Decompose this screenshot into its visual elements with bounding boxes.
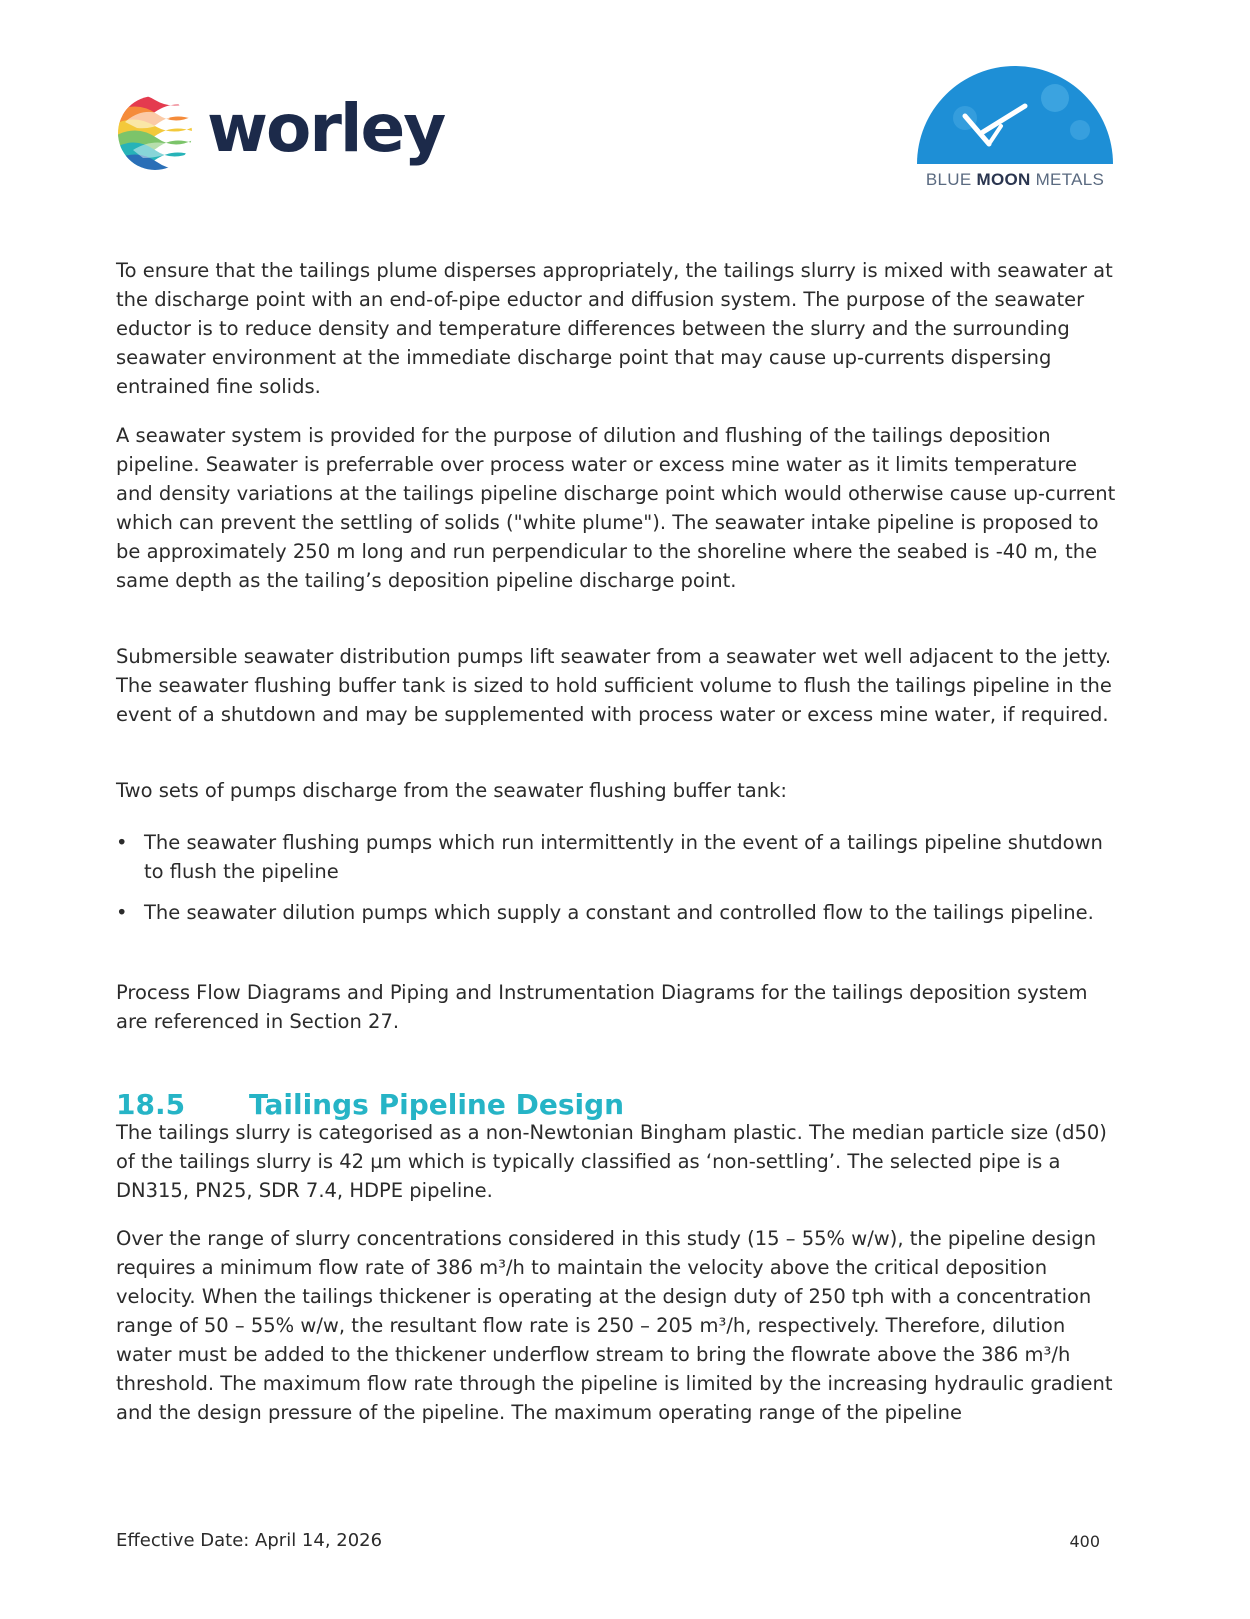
paragraph-text: To ensure that the tailings plume disperses appropriately, the tailings slurry is mixed with seawater at the discharge point with an end-of-pipe eductor and diffusion system. The purpose of the seawater eductor is to reduce density and temperature differences between the slurry and the surrounding seawater environment at the immediate discharge point that may cause up-currents dispersing entrained fine solids. (116, 259, 1113, 398)
paragraph-text: A seawater system is provided for the purpose of dilution and flushing of the tailings deposition pipeline. Seawater is preferrable over process water or excess mine water as it limits temperature and density variations at the tailings pipeline discharge point which would otherwise cause up-current which can prevent the settling of solids ("white plume"). The seawater intake pipeline is proposed to be approximately 250 m long and run perpendicular to the shoreline where the seabed is -40 m, the same depth as the tailing’s deposition pipeline discharge point. (116, 424, 1116, 592)
wordmark-blue: BLUE (925, 170, 977, 189)
section-number: 18.5 (116, 1088, 186, 1121)
paragraph-pump-sets (116, 776, 1116, 805)
section-heading (116, 1088, 624, 1121)
wordmark-moon: MOON (976, 170, 1031, 189)
bullet-list (116, 828, 1116, 939)
paragraph-references (116, 978, 1116, 1036)
footer-effective-date: Effective Date: April 14, 2026 (116, 1530, 383, 1551)
worley-wordmark: worley (207, 90, 445, 167)
worley-swirl-icon (115, 92, 199, 174)
paragraph-text: Submersible seawater distribution pumps lift seawater from a seawater wet well adjacent to the jetty. The seawater flushing buffer tank is sized to hold sufficient volume to flush the tailings pipeline in the event of a shutdown and may be supplemented with process water or excess mine water, if required. (116, 645, 1112, 726)
blue-moon-wordmark (905, 170, 1125, 190)
paragraph-eductor (116, 256, 1116, 401)
bullet-dot: • (116, 831, 128, 854)
paragraph-seawater-system (116, 421, 1116, 595)
paragraph-pumps (116, 642, 1116, 729)
list-item (116, 828, 1116, 886)
paragraph-slurry (116, 1118, 1116, 1205)
blue-moon-metals-logo (905, 58, 1125, 198)
paragraph-text: Process Flow Diagrams and Piping and Instrumentation Diagrams for the tailings deposition system are referenced in Section 27. (116, 981, 1088, 1033)
list-item-text: The seawater flushing pumps which run intermittently in the event of a tailings pipeline shutdown to flush the pipeline (144, 831, 1103, 883)
list-item (116, 898, 1116, 927)
section-title: Tailings Pipeline Design (249, 1088, 625, 1121)
list-item-text: The seawater dilution pumps which supply a constant and controlled flow to the tailings pipeline. (144, 901, 1094, 924)
paragraph-text: Over the range of slurry concentrations considered in this study (15 – 55% w/w), the pipeline design requires a minimum flow rate of 386 m³/h to maintain the velocity above the critical deposition velocity. When the tailings thickener is operating at the design duty of 250 tph with a concentration range of 50 – 55% w/w, the resultant flow rate is 250 – 205 m³/h, respectively. Therefore, dilution water must be added to the thickener underflow stream to bring the flowrate above the 386 m³/h threshold. The maximum flow rate through the pipeline is limited by the increasing hydraulic gradient and the design pressure of the pipeline. The maximum operating range of the pipeline (116, 1227, 1113, 1424)
bullet-dot: • (116, 901, 128, 924)
wordmark-metals: METALS (1030, 170, 1105, 189)
footer-page-number: 400 (1069, 1532, 1100, 1551)
blue-moon-icon (905, 58, 1125, 170)
worley-logo (115, 92, 455, 174)
paragraph-text: The tailings slurry is categorised as a non-Newtonian Bingham plastic. The median particle size (d50) of the tailings slurry is 42 µm which is typically classified as ‘non-settling’. The selected pipe is a DN315, PN25, SDR 7.4, HDPE pipeline. (116, 1121, 1107, 1202)
paragraph-text: Two sets of pumps discharge from the seawater flushing buffer tank: (116, 779, 787, 802)
paragraph-flow-rate (116, 1224, 1116, 1427)
